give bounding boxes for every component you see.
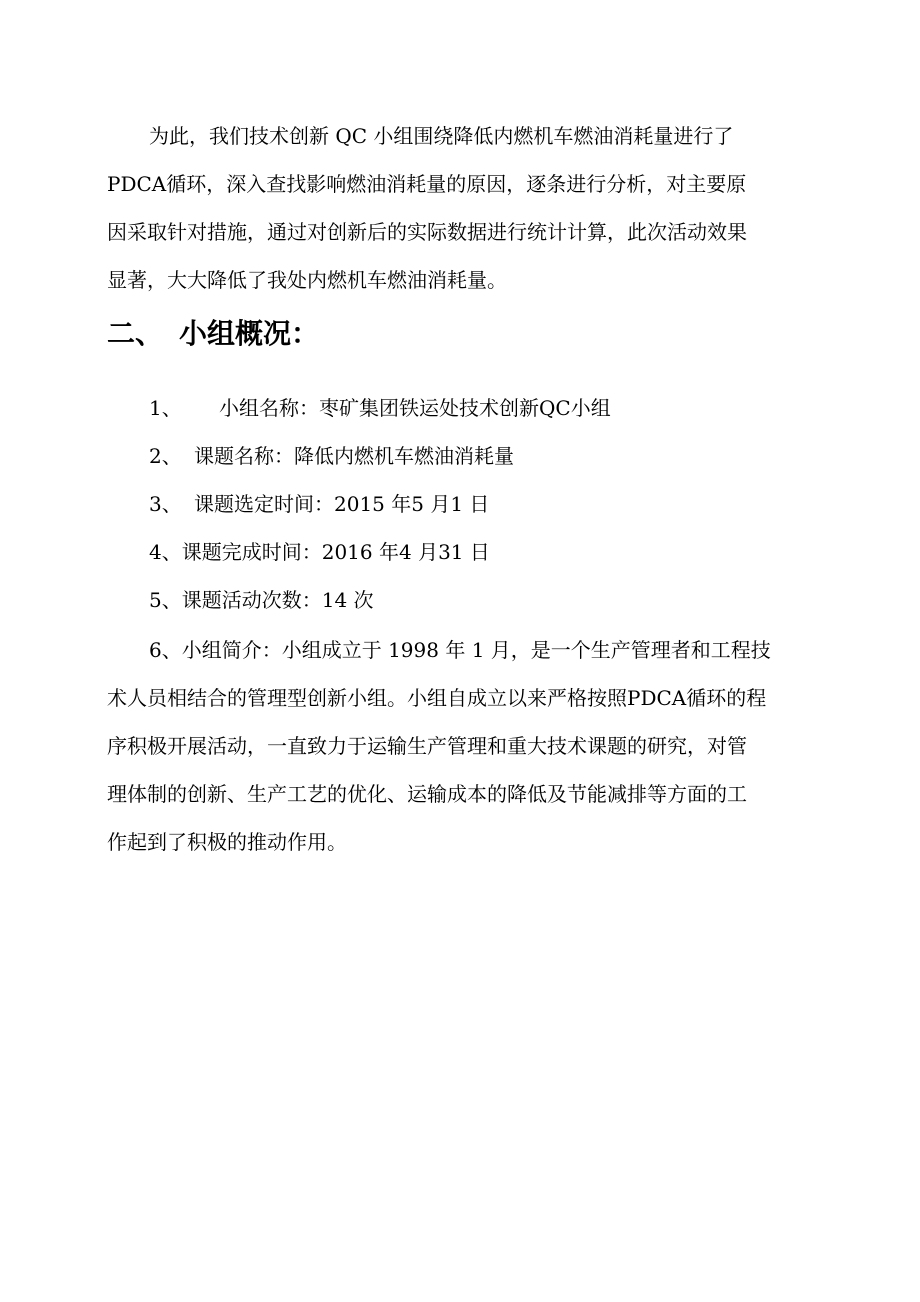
paragraph-line: PDCA循环，深入查找影响燃油消耗量的原因，逐条进行分析，对主要原: [107, 172, 747, 196]
paragraph-line: 显著，大大降低了我处内燃机车燃油消耗量。: [107, 268, 507, 292]
section-title: 小组概况：: [179, 317, 320, 350]
section-heading: [107, 312, 319, 356]
item-text: 课题选定时间：2015 年5 月1 日: [194, 492, 490, 516]
paragraph-line: 序积极开展活动，一直致力于运输生产管理和重大技术课题的研究，对管: [107, 734, 747, 758]
item-number: 5、: [149, 588, 182, 612]
list-item: [149, 490, 489, 518]
list-item: [149, 394, 611, 422]
profile-paragraph: [107, 626, 807, 866]
paragraph-line: 因采取针对措施，通过对创新后的实际数据进行统计计算，此次活动效果: [107, 220, 747, 244]
paragraph-line: 作起到了积极的推动作用。: [107, 830, 347, 854]
item-text: 小组名称：枣矿集团铁运处技术创新QC小组: [219, 396, 611, 420]
list-item: [149, 586, 374, 614]
section-number: 二、: [107, 317, 164, 350]
item-number: 3、: [149, 492, 182, 516]
intro-paragraph: [107, 112, 807, 304]
paragraph-line: 6、小组简介：小组成立于 1998 年 1 月，是一个生产管理者和工程技: [149, 638, 771, 662]
item-text: 课题完成时间：2016 年4 月31 日: [181, 540, 490, 564]
item-text: 课题名称：降低内燃机车燃油消耗量: [194, 444, 514, 468]
item-number: 4、: [149, 540, 182, 564]
item-number: 2、: [149, 444, 182, 468]
list-item: [149, 538, 490, 566]
paragraph-line: 理体制的创新、生产工艺的优化、运输成本的降低及节能减排等方面的工: [107, 782, 747, 806]
paragraph-line: 为此，我们技术创新 QC 小组围绕降低内燃机车燃油消耗量进行了: [149, 124, 734, 148]
paragraph-line: 术人员相结合的管理型创新小组。小组自成立以来严格按照PDCA循环的程: [107, 686, 767, 710]
item-number: 1、: [149, 396, 182, 420]
item-text: 课题活动次数：14 次: [181, 588, 374, 612]
list-item: [149, 442, 514, 470]
